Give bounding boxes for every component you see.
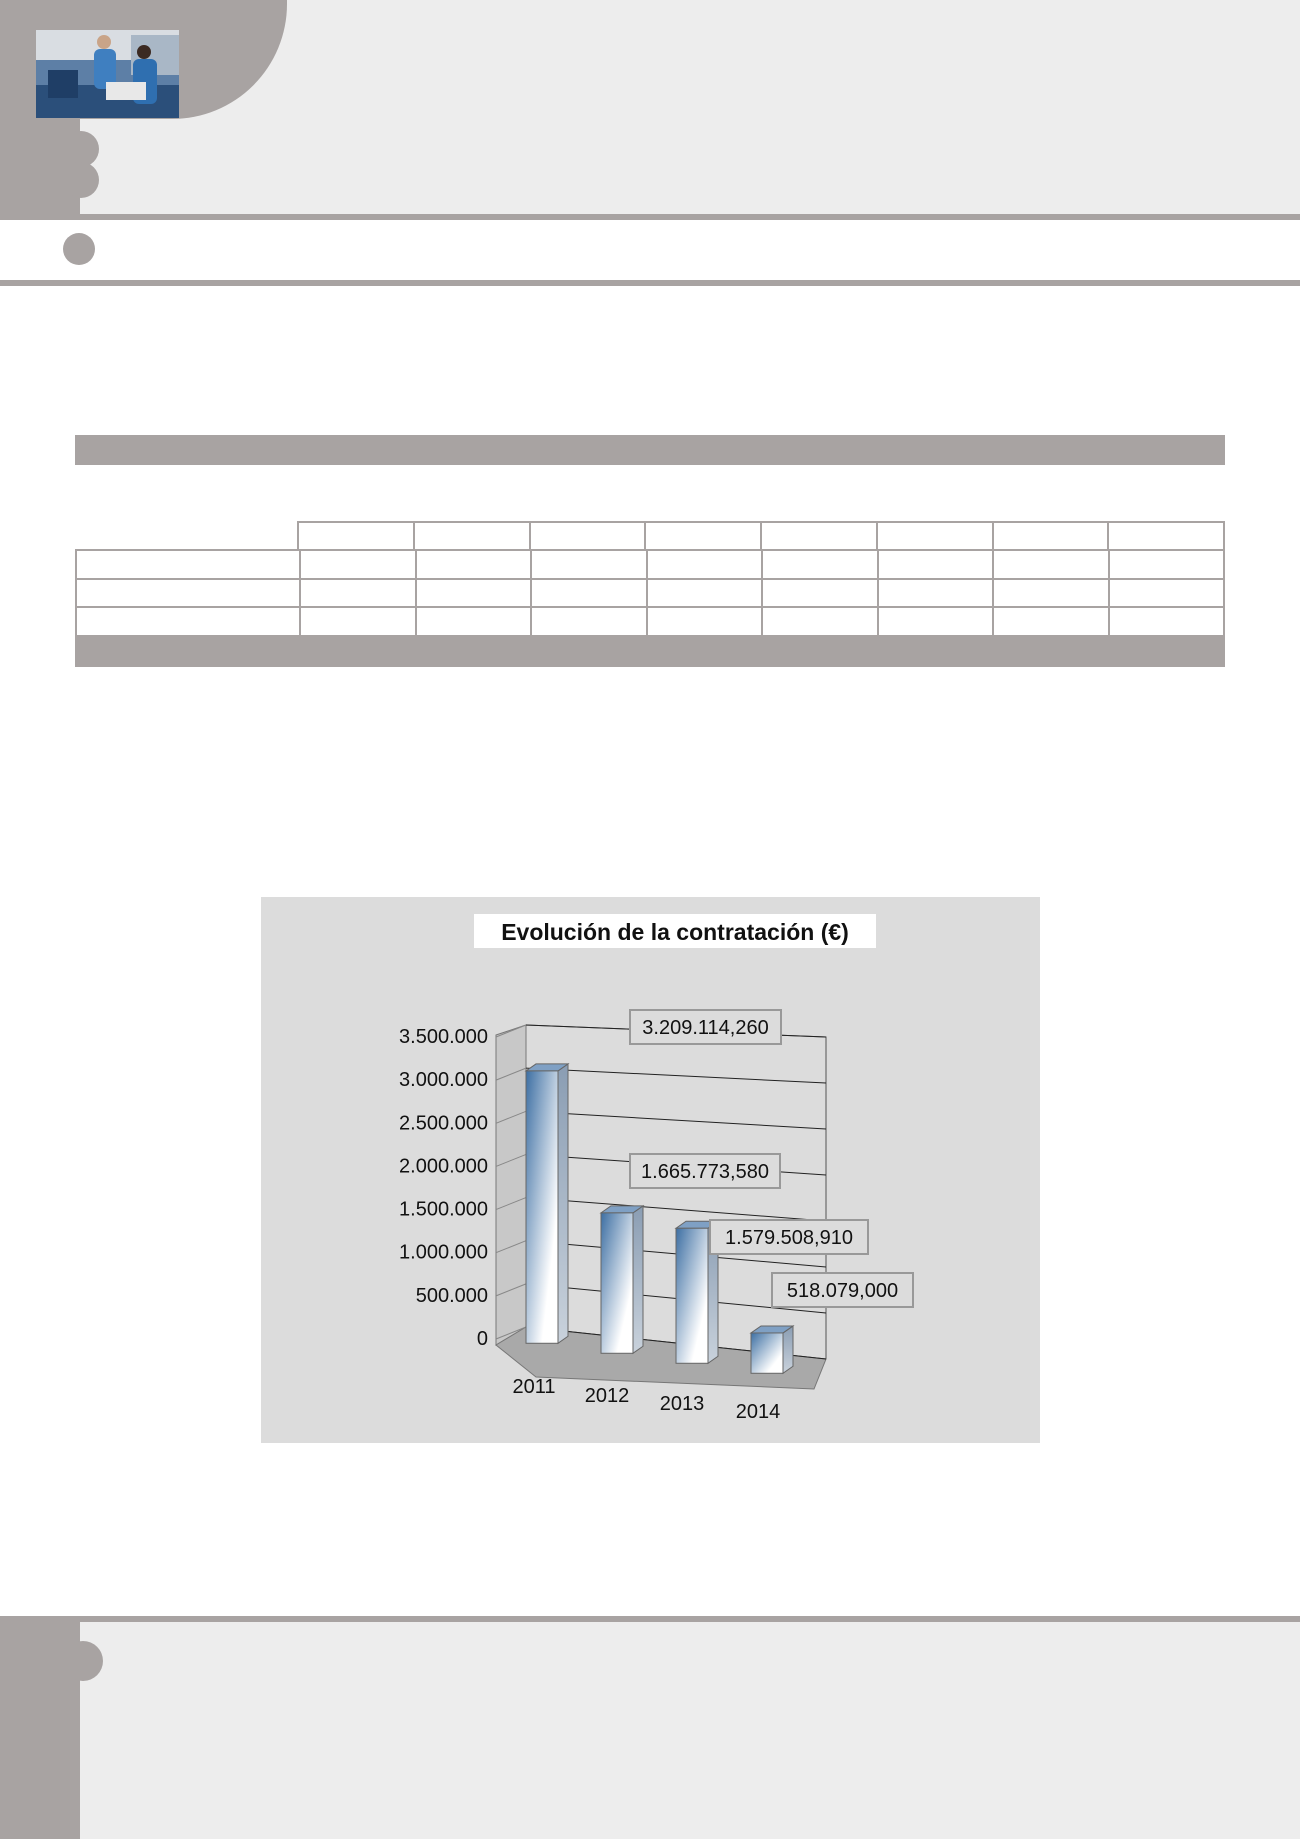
y-tick-label: 500.000 (415, 1284, 488, 1307)
table-cell (416, 607, 532, 636)
chart-side-wall (496, 1025, 526, 1345)
table-cell (762, 550, 878, 579)
data-label: 3.209.114,260 (642, 1017, 769, 1039)
table-body (75, 549, 1225, 637)
table-footer-bar (75, 637, 1225, 667)
table-cell (416, 579, 532, 608)
contract-evolution-chart (261, 897, 1040, 1443)
table-cell (647, 579, 763, 608)
section-dot (63, 233, 95, 265)
table-cell (530, 522, 646, 550)
table-cell (300, 579, 416, 608)
table-cell (878, 550, 994, 579)
y-tick-label: 2.000.000 (399, 1155, 488, 1178)
table-cell (416, 550, 532, 579)
table-cell (645, 522, 761, 550)
page-footer (0, 1616, 1300, 1839)
table-cell (300, 550, 416, 579)
bar-side (633, 1206, 643, 1353)
table-cell (1109, 579, 1225, 608)
table-row (76, 550, 1224, 579)
table-cell (878, 579, 994, 608)
table-cell (531, 550, 647, 579)
table-cell (1109, 607, 1225, 636)
y-tick-label: 3.000.000 (399, 1069, 488, 1092)
x-tick-label: 2014 (735, 1401, 781, 1423)
table-column-header-row (297, 521, 1225, 551)
table-cell (76, 579, 300, 608)
bar-side (783, 1326, 793, 1373)
y-tick-label: 1.000.000 (399, 1241, 488, 1264)
bar (751, 1333, 783, 1373)
table-cell (877, 522, 993, 550)
table-cell (647, 550, 763, 579)
table-cell (878, 607, 994, 636)
table-cell (531, 579, 647, 608)
table-cell (762, 607, 878, 636)
table-cell (993, 550, 1109, 579)
table-cell (298, 522, 414, 550)
page-header (0, 0, 1300, 215)
header-bump-shape (63, 162, 99, 198)
section-rule (0, 280, 1300, 286)
table-cell (647, 607, 763, 636)
table-cell (993, 607, 1109, 636)
y-tick-label: 0 (476, 1328, 488, 1350)
table-cell (300, 607, 416, 636)
bar (526, 1071, 558, 1343)
table-cell (76, 550, 300, 579)
y-tick-label: 1.500.000 (399, 1198, 488, 1221)
header-rule (0, 214, 1300, 220)
table-cell (414, 522, 530, 550)
bar (601, 1213, 633, 1353)
table-cell (1109, 550, 1225, 579)
y-tick-label: 2.500.000 (399, 1112, 488, 1135)
x-tick-label: 2012 (584, 1385, 630, 1407)
data-label: 1.579.508,910 (725, 1227, 853, 1249)
table-row (76, 607, 1224, 636)
table-cell (762, 579, 878, 608)
data-label: 1.665.773,580 (641, 1161, 769, 1183)
footer-bump-shape (63, 1641, 103, 1681)
y-tick-label: 3.500.000 (399, 1026, 488, 1048)
header-photo (36, 30, 179, 118)
table-cell (993, 579, 1109, 608)
table-cell (761, 522, 877, 550)
footer-rule (0, 1616, 1300, 1622)
data-label: 518.079,000 (786, 1280, 899, 1302)
bar-side (558, 1064, 568, 1343)
bar (676, 1228, 708, 1363)
table-header-bar (75, 435, 1225, 465)
table-cell (531, 607, 647, 636)
x-tick-label: 2011 (512, 1376, 556, 1398)
table-cell (76, 607, 300, 636)
table-row (76, 579, 1224, 608)
table-cell (1108, 522, 1224, 550)
table-cell (993, 522, 1109, 550)
x-tick-label: 2013 (659, 1393, 705, 1415)
chart-title: Evolución de la contratación (€) (501, 919, 849, 945)
